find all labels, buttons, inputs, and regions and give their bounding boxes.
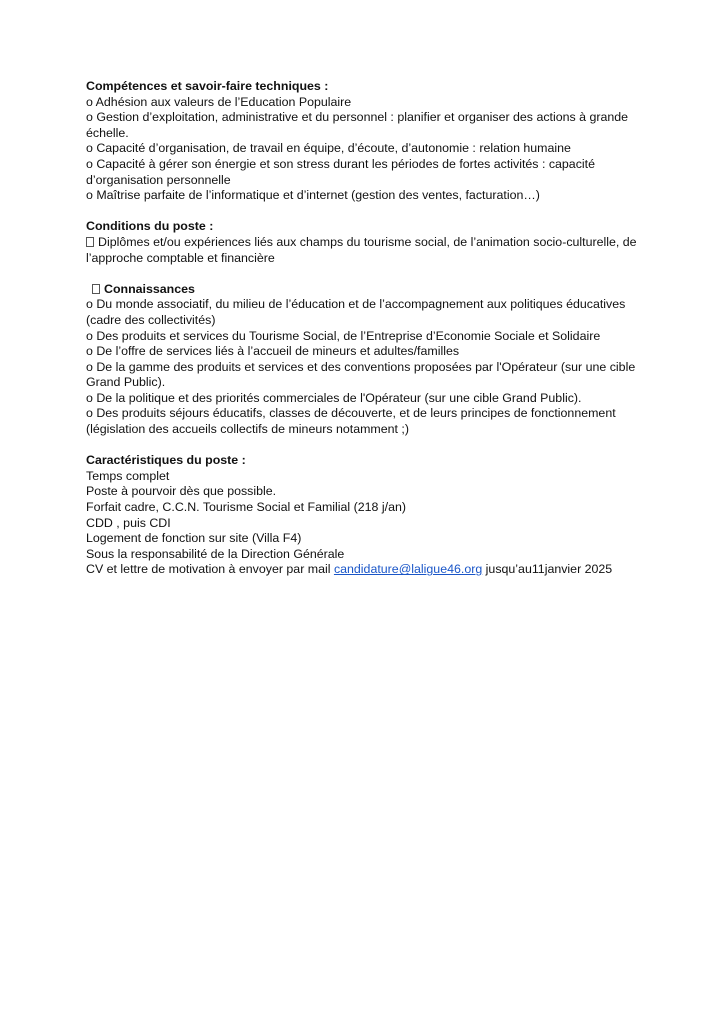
connaissances-item: o Des produits séjours éducatifs, classes de découverte, et de leurs principes de fonctionnement (législation des accueils collectifs de mineurs notamment ;) xyxy=(86,406,616,437)
email-link[interactable]: candidature@laligue46.org xyxy=(333,562,483,577)
conditions-item-text: Diplômes et/ou expériences liés aux champs du tourisme social, de l’animation socio-culturelle, de l’approche comptable et financière xyxy=(86,234,637,265)
caracteristiques-item: Poste à pourvoir dès que possible. xyxy=(86,484,277,499)
connaissances-item: o Des produits et services du Tourisme Social, de l’Entreprise d’Economie Sociale et Solidaire xyxy=(86,328,601,343)
missing-glyph-icon xyxy=(86,237,94,247)
conditions-item xyxy=(86,235,646,266)
caracteristiques-item: Forfait cadre, C.C.N. Tourisme Social et Familial (218 j/an) xyxy=(86,500,406,515)
competences-item: o Capacité à gérer son énergie et son stress durant les périodes de fortes activités : capacité d’organisation personnelle xyxy=(86,156,595,187)
competences-item: o Maîtrise parfaite de l’informatique et d’internet (gestion des ventes, facturation…) xyxy=(86,188,540,203)
conditions-section xyxy=(86,219,646,266)
cv-instruction-suffix: jusqu’au11janvier 2025 xyxy=(482,562,613,577)
connaissances-heading: Connaissances xyxy=(104,281,195,296)
competences-heading: Compétences et savoir-faire techniques : xyxy=(86,79,329,93)
competences-item: o Adhésion aux valeurs de l’Education Populaire xyxy=(86,94,352,109)
caracteristiques-heading: Caractéristiques du poste : xyxy=(86,453,246,468)
connaissances-item: o De la politique et des priorités commerciales de l'Opérateur (sur une cible Grand Public). xyxy=(86,390,582,405)
competences-item: o Gestion d’exploitation, administrative et du personnel : planifier et organiser des actions à grande échelle. xyxy=(86,110,629,140)
connaissances-item: o Du monde associatif, du milieu de l’éducation et de l’accompagnement aux politiques éducatives (cadre des collectivités) xyxy=(86,297,626,327)
connaissances-item: o De l’offre de services liés à l’accueil de mineurs et adultes/familles xyxy=(86,344,460,359)
missing-glyph-icon xyxy=(92,284,100,294)
caracteristiques-item: Temps complet xyxy=(86,468,170,483)
connaissances-section xyxy=(86,282,646,438)
caracteristiques-item: Sous la responsabilité de la Direction Générale xyxy=(86,546,345,561)
caracteristiques-item: CDD , puis CDI xyxy=(86,515,171,530)
conditions-heading: Conditions du poste : xyxy=(86,219,214,234)
cv-instruction-prefix: CV et lettre de motivation à envoyer par mail xyxy=(86,562,334,577)
cv-instruction xyxy=(86,562,646,578)
caracteristiques-section xyxy=(86,453,646,578)
document-page xyxy=(86,79,646,578)
competences-section xyxy=(86,79,646,204)
caracteristiques-item: Logement de fonction sur site (Villa F4) xyxy=(86,531,302,546)
connaissances-heading-row xyxy=(86,282,646,298)
competences-item: o Capacité d’organisation, de travail en équipe, d’écoute, d’autonomie : relation humaine xyxy=(86,141,571,156)
connaissances-item: o De la gamme des produits et services et des conventions proposées par l'Opérateur (sur une cible Grand Public). xyxy=(86,359,636,390)
